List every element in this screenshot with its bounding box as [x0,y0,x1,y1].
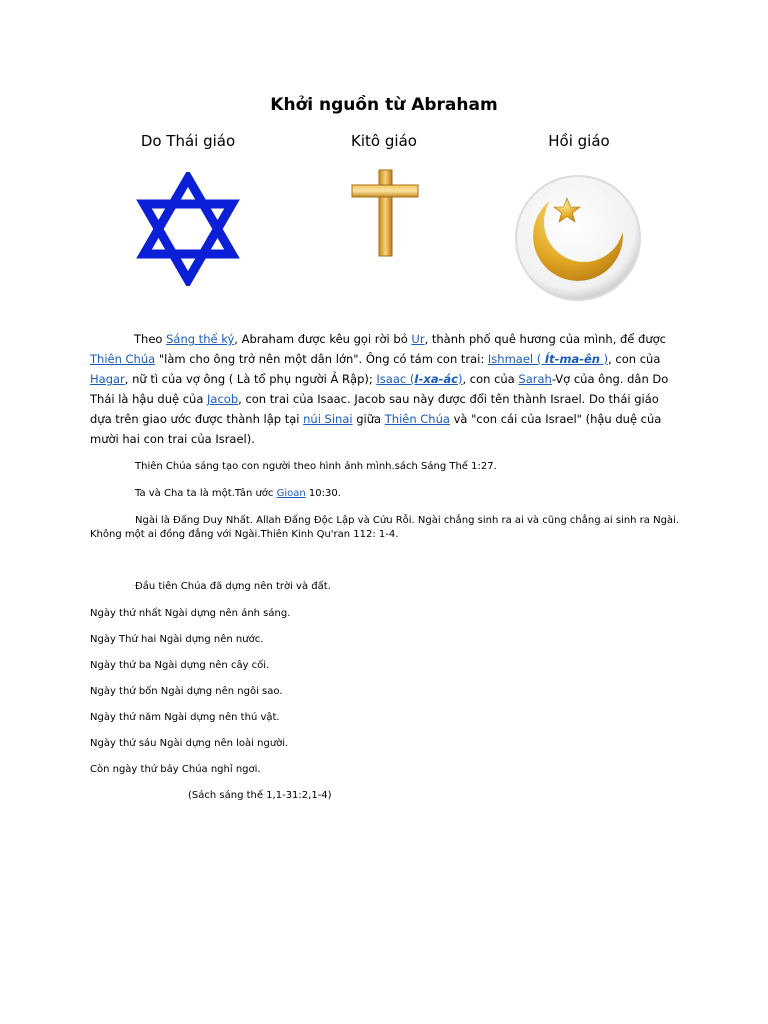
link-jacob[interactable]: Jacob [207,392,239,406]
creation-day-1: Ngày thứ nhất Ngài dựng nên ánh sáng. [90,608,291,619]
creation-day-7: Còn ngày thứ bảy Chúa nghỉ ngơi. [90,764,261,775]
creation-day-2: Ngày Thứ hai Ngài dựng nên nước. [90,634,264,645]
link-ishmael[interactable]: Ishmael ( Ít-ma-ên ) [487,352,609,366]
creation-day-3: Ngày thứ ba Ngài dựng nên cây cối. [90,660,270,671]
quote-john: Ta và Cha ta là một.Tân ước Gioan 10:30. [135,488,341,499]
cross-icon [350,168,420,258]
link-sang-the-ky[interactable]: Sáng thế ký [166,332,235,346]
label-judaism: Do Thái giáo [140,132,236,150]
link-hagar[interactable]: Hagar [90,372,125,386]
creation-day-4: Ngày thứ bốn Ngài dựng nên ngôi sao. [90,686,283,697]
label-christianity: Kitô giáo [351,132,417,150]
link-nui-sinai[interactable]: núi Sinai [303,412,353,426]
source-citation: (Sách sáng thế 1,1-31:2,1-4) [188,790,332,801]
link-thien-chua[interactable]: Thiên Chúa [90,352,156,366]
creation-intro: Đầu tiên Chúa đã dựng nên trời và đất. [135,581,331,592]
star-of-david-icon [136,172,240,286]
link-isaac[interactable]: Isaac (I-xa-ác) [376,372,463,386]
creation-day-6: Ngày thứ sáu Ngài dựng nên loài người. [90,738,289,749]
page-title: Khởi nguồn từ Abraham [270,95,498,115]
creation-day-5: Ngày thứ năm Ngài dựng nên thú vật. [90,712,280,723]
label-islam: Hồi giáo [548,132,610,150]
intro-paragraph: Theo Sáng thế ký, Abraham được kêu gọi rời bỏ Ur, thành phố quê hương của mình, để được Thiên Chúa "làm cho ông trở nên một dân lớn". Ông có tám con trai: Ishmael ( Ít-ma-ên ), con của Hagar, nữ tì của vợ ông ( Là tổ phụ người Ả Rập); Isaac (I-xa-ác), con của Sarah-Vợ của ông. dân Do Thái là hậu duệ của Jacob, con trai của Isaac. Jacob sau này được đổi tên thành Israel. Do thái giáo dựa trên giao ước được thành lập tại núi Sinai giữa Thiên Chúa và "con cái của Israel" (hậu duệ của mười hai con trai của Israel). [90,332,669,446]
crescent-star-icon [512,172,644,304]
link-sarah[interactable]: Sarah [518,372,552,386]
link-ur[interactable]: Ur [411,332,425,346]
link-thien-chua-2[interactable]: Thiên Chúa [384,412,450,426]
link-gioan[interactable]: Gioan [276,488,306,499]
quote-quran: Ngài là Đấng Duy Nhất. Allah Đấng Độc Lập và Cứu Rỗi. Ngài chẳng sinh ra ai và cũng chẳng ai sinh ra Ngài. Không một ai đồng đẳng với Ngài.Thiên Kinh Qu'ran 112: 1-4. [90,515,680,540]
quote-genesis: Thiên Chúa sáng tạo con người theo hình ảnh mình.sách Sáng Thế 1:27. [135,461,497,472]
